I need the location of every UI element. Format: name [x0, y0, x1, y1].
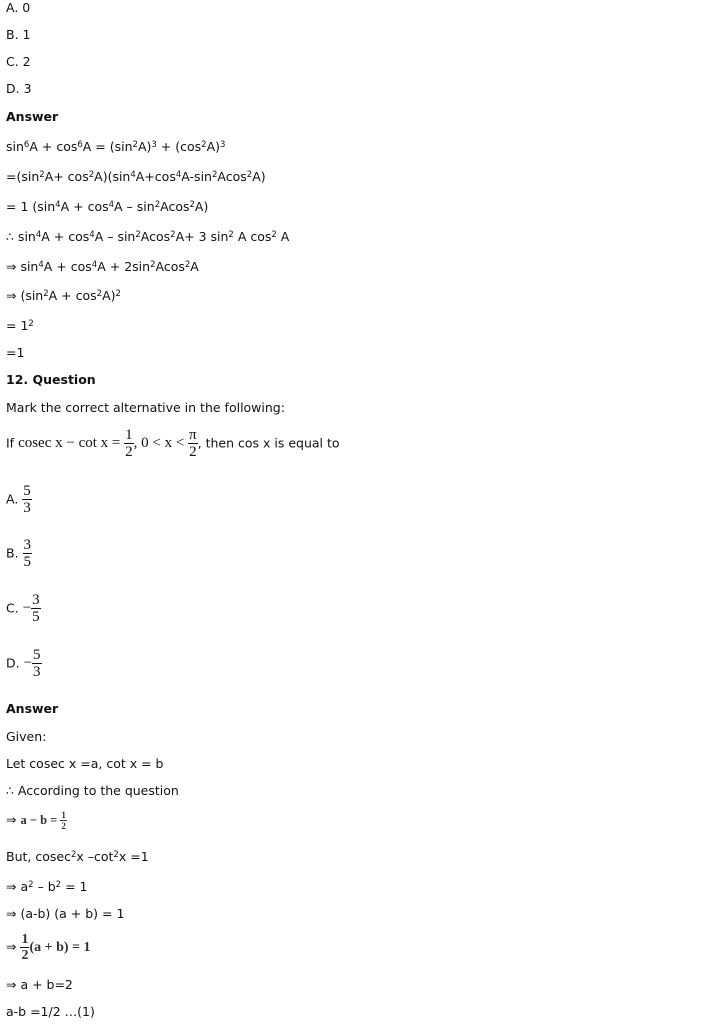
solution-line-7: = $1^2$ [6, 318, 34, 333]
solution-step-7: a-b =1/2 …(1) [6, 1004, 95, 1019]
stem-math: cosec x − cot x = $\frac{1}{2}$ , 0 < x < $\frac{\pi}{2}$ [18, 427, 197, 460]
solution-line-3: = 1 $(\sin^4A + \cos^4A - \sin^2Acos^2A)$ [6, 199, 209, 214]
option-d: D. 3 [6, 81, 32, 96]
solution-step-2: But, cosec$^2$x $-\cot^2x =1$ [6, 849, 149, 864]
solution-line-6: ⇒ $(\sin^2A + \cos^2A)^2$ [6, 288, 121, 303]
solution-line-1: $\sin^6A + \cos^6A = (\sin^2A)^3 + (\cos^2A)^3$ [6, 139, 226, 154]
q12-option-d: D. − $\frac{5}{3}$ [6, 647, 41, 680]
solution-line-2: $=(\sin^2A+ \cos^2A)(\sin^4A+\cos^4A-\sin^2Acos^2A)$ [6, 169, 266, 184]
solution-step-6: ⇒ a + b=2 [6, 977, 73, 992]
q12-option-a: A. $\frac{5}{3}$ [6, 483, 31, 516]
solution-line-8: =1 [6, 345, 25, 360]
solution-step-1: ⇒ a − b = $\frac{1}{2}$ [6, 810, 66, 831]
option-c: C. 2 [6, 54, 31, 69]
solution-line-5: ⇒ $\sin^4A + \cos^4A + 2\sin^2Acos^2A$ [6, 259, 199, 274]
solution-step-5: ⇒ $\frac{1}{2}$ (a + b) = 1 [6, 932, 91, 963]
solution-step-3: ⇒ $a^2 - b^2 = 1$ [6, 879, 88, 894]
question-12-title: 12. Question [6, 372, 96, 387]
q12-option-b: B. $\frac{3}{5}$ [6, 537, 32, 570]
solution-line-4: ∴ $\sin^4A + \cos^4A - \sin^2Acos^2A+ 3$ $\sin^2 A$ $\cos^2 A$ [6, 229, 290, 244]
solution-heading: Answer [6, 701, 59, 716]
solution-step-4: ⇒ (a-b) (a + b) = 1 [6, 906, 125, 921]
solution-according: ∴ According to the question [6, 783, 179, 798]
solution-given: Given: [6, 729, 47, 744]
solution-let: Let cosec x =a, cot x = b [6, 756, 164, 771]
question-stem: If cosec x − cot x = $\frac{1}{2}$ , 0 < x < $\frac{\pi}{2}$ , then cos x is equal to [6, 427, 340, 460]
q12-option-c: C. − $\frac{3}{5}$ [6, 592, 40, 625]
question-instruction: Mark the correct alternative in the following: [6, 400, 285, 415]
option-a: A. 0 [6, 0, 31, 15]
option-b: B. 1 [6, 27, 31, 42]
answer-heading: Answer [6, 109, 59, 124]
